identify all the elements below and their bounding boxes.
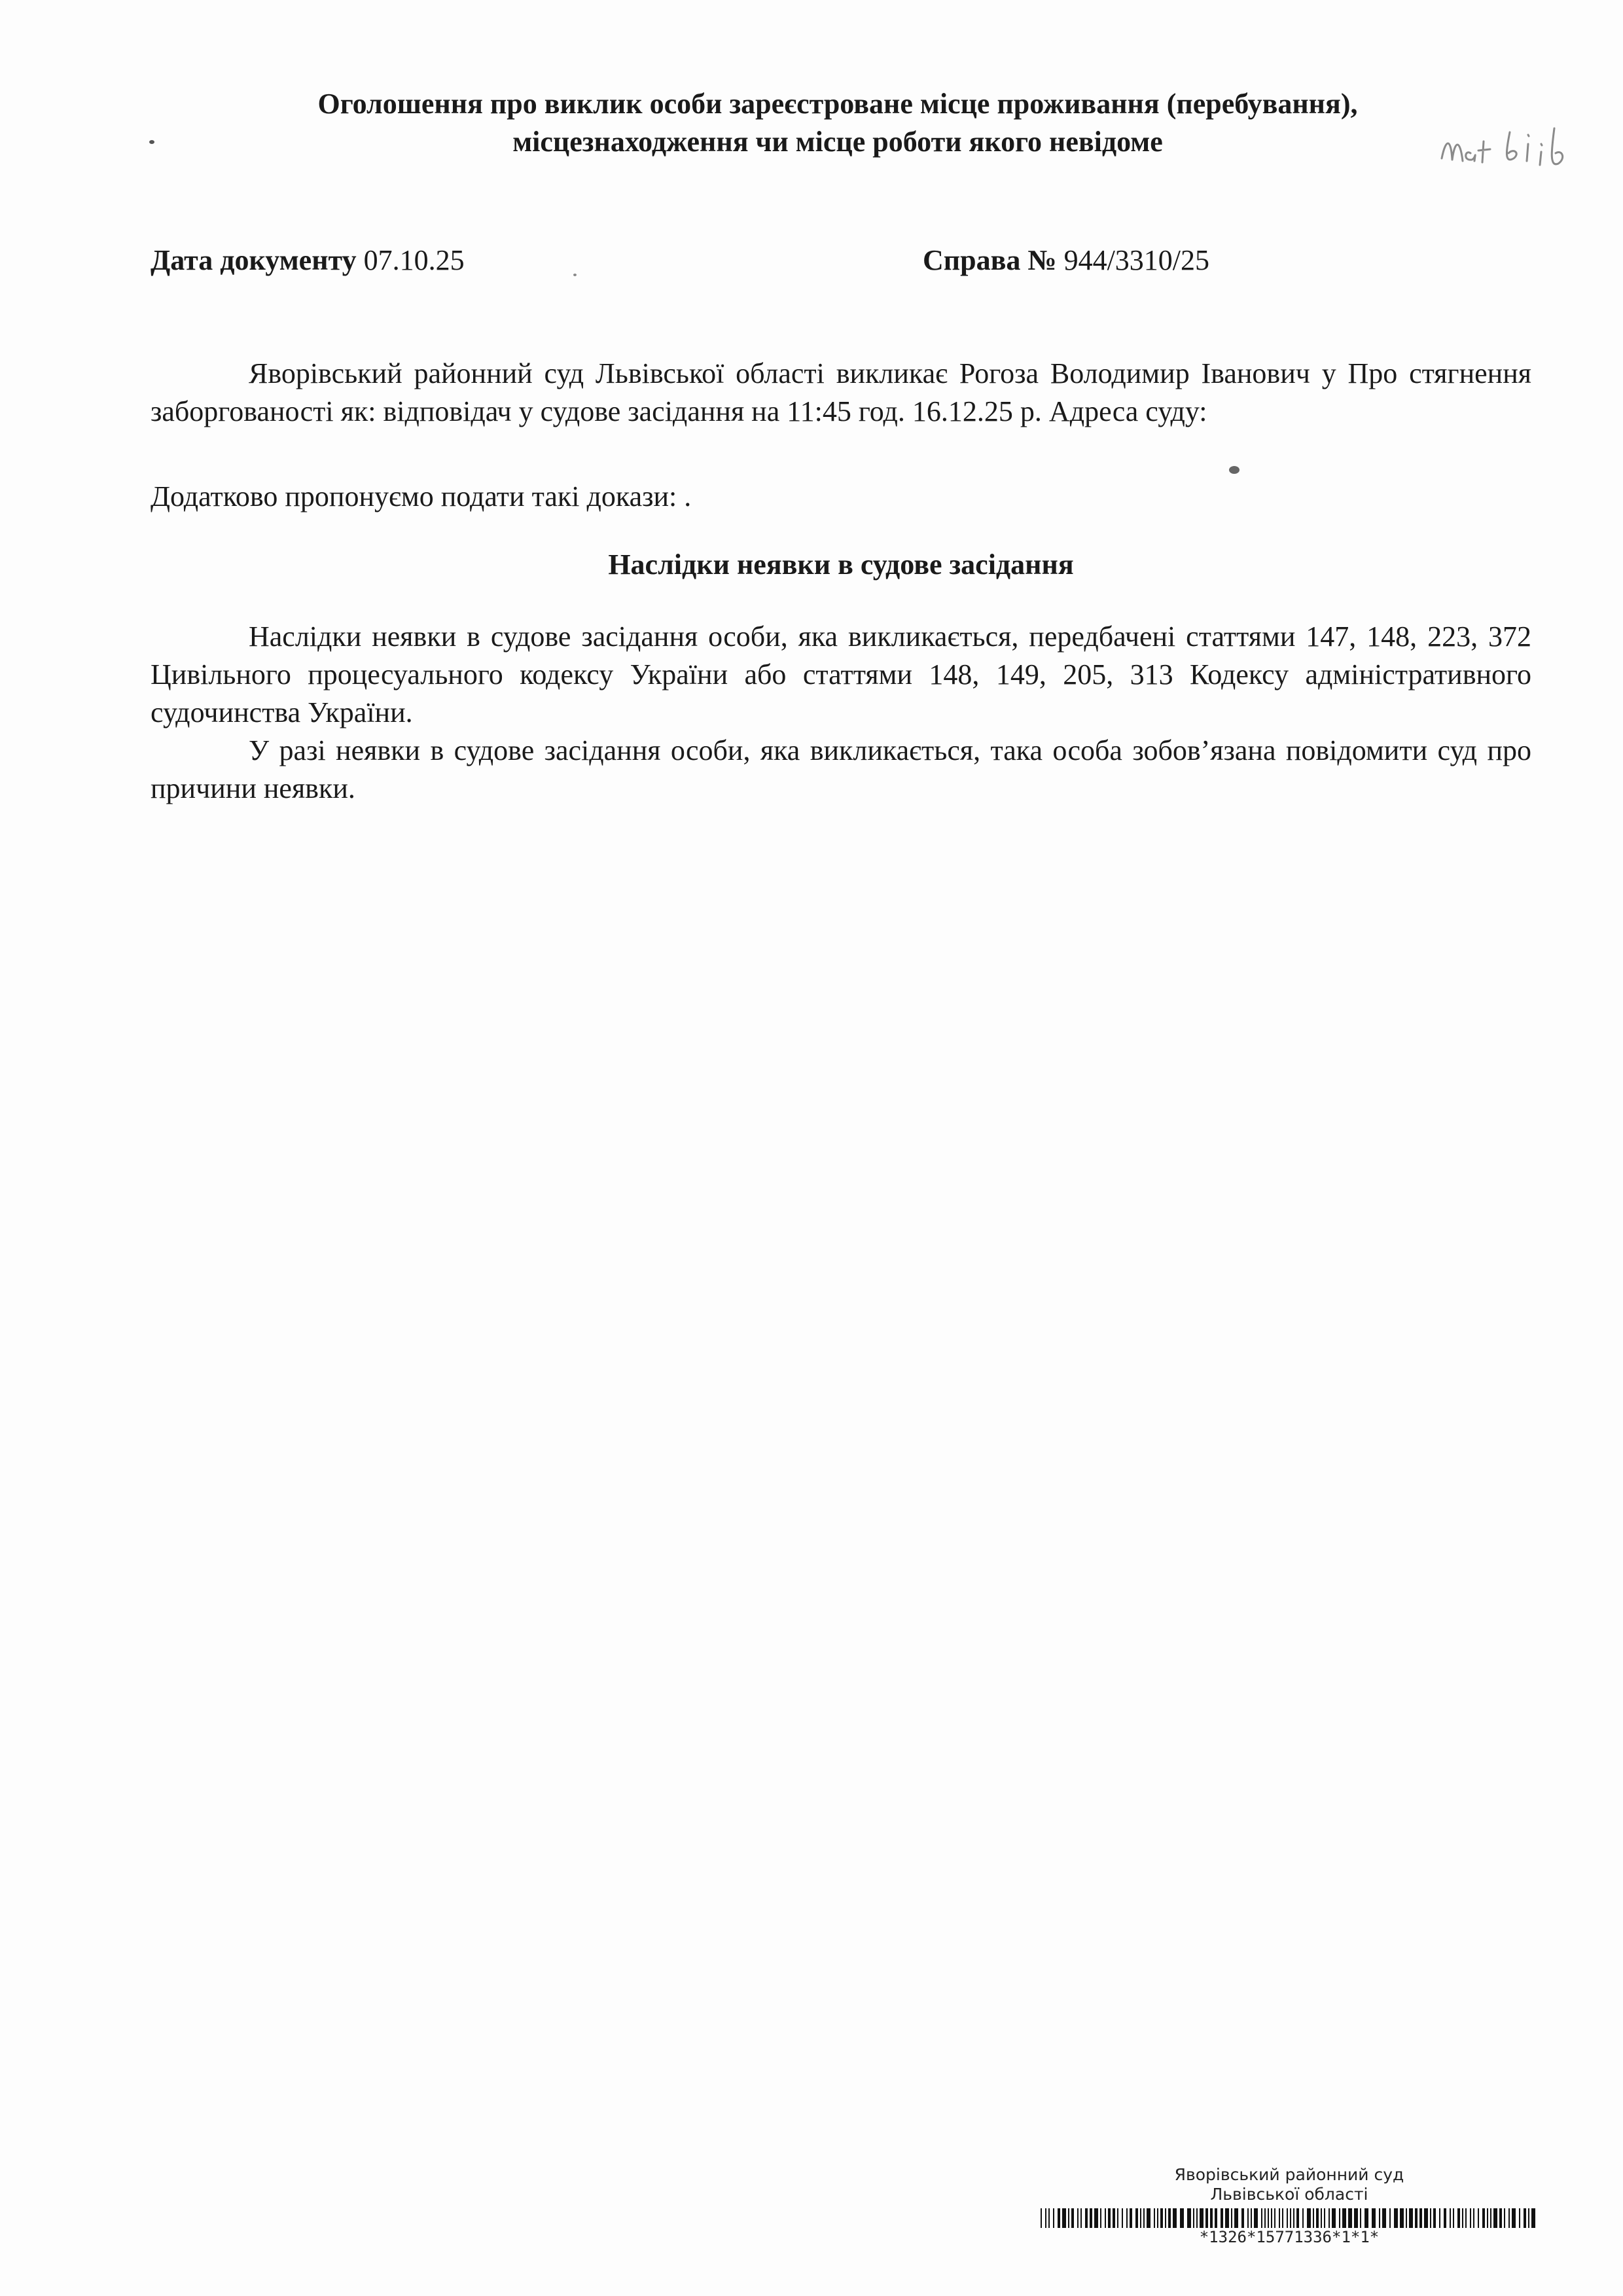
barcode-bar [1247,2208,1249,2228]
title-line-1: Оголошення про виклик особи зареєстроване місце проживання (перебування), [317,88,1358,120]
date-value: 07.10.25 [363,244,465,276]
barcode-bar [1180,2208,1184,2228]
barcode-bar [1372,2208,1376,2228]
barcode-bar [1271,2208,1272,2228]
barcode-bar [1193,2208,1194,2228]
barcode-bar [1424,2208,1428,2228]
barcode-bar [1499,2208,1502,2228]
barcode-bar [1348,2208,1352,2228]
barcode-bar [1524,2208,1526,2228]
barcode-bar [1389,2208,1391,2228]
document-title [151,85,1525,161]
barcode-bar [1470,2208,1471,2228]
barcode-bar [1254,2208,1258,2228]
date-label: Дата документу [151,244,357,276]
barcode-bar [1433,2208,1436,2228]
barcode-number: *1326*15771336*1*1* [1199,2228,1380,2246]
barcode-bar [1234,2208,1238,2228]
evidence-paragraph: Додатково пропонуємо подати такі докази: . [151,480,692,512]
barcode-bar [1290,2208,1291,2228]
barcode-bar [1482,2208,1485,2228]
barcode-bar [1490,2208,1491,2228]
scan-speck [149,140,154,144]
barcode-bar [1215,2208,1217,2228]
barcode-bar [1165,2208,1166,2228]
barcode-bar [1200,2208,1204,2228]
case-value: 944/3310/25 [1063,244,1210,276]
stamp-court-name: Яворівський районний суд [1174,2165,1404,2184]
obligation-text: У разі неявки в судове засідання особи, яка викликається, така особа зобов’язана повідомити суд про причини неявки. [151,734,1531,804]
barcode-bar [1173,2208,1177,2228]
court-stamp [1034,2165,1544,2204]
title-line-2: місцезнаходження чи місце роботи якого невідоме [512,126,1163,158]
barcode-bar [1360,2208,1361,2228]
barcode-bar [1268,2208,1269,2228]
barcode-bar [1379,2208,1380,2228]
scan-speck [1229,466,1240,474]
barcode-bar [1487,2208,1488,2228]
summons-text: Яворівський районний суд Львівської області викликає Рогоза Володимир Іванович у Про стягнення заборгованості як: відповідач у судове засідання на 11:45 год. 16.12.25 р. Адреса суду: [151,357,1531,427]
barcode-bar [1478,2208,1479,2228]
barcode-bar [1342,2208,1346,2228]
barcode-bar [1196,2208,1198,2228]
barcode-bar [1382,2208,1386,2228]
barcode-bar [1126,2208,1128,2228]
barcode-bar [1122,2208,1123,2228]
barcode-bar [1251,2208,1252,2228]
barcode [1041,2208,1538,2228]
barcode-bar [1493,2208,1497,2228]
barcode-bar [1053,2208,1054,2228]
barcode-bar [1512,2208,1516,2228]
barcode-bar [1400,2208,1404,2228]
barcode-bar [1444,2208,1446,2228]
barcode-bar [1313,2208,1314,2228]
barcode-bar [1140,2208,1141,2228]
barcode-bar [1282,2208,1283,2228]
barcode-bar [1293,2208,1294,2228]
barcode-bar [1316,2208,1319,2228]
summons-paragraph [151,355,1531,431]
barcode-bar [1143,2208,1145,2228]
barcode-bar [1409,2208,1413,2228]
barcode-bar [1329,2208,1330,2228]
barcode-bar [1160,2208,1163,2228]
barcode-bar [1154,2208,1155,2228]
barcode-bar [1528,2208,1529,2228]
barcode-bar [1231,2208,1232,2228]
barcode-bar [1462,2208,1463,2228]
barcode-bar [1321,2208,1322,2228]
barcode-bar [1241,2208,1244,2228]
barcode-bar [1473,2208,1474,2228]
barcode-bar [1261,2208,1262,2228]
barcode-bar [1058,2208,1060,2228]
barcode-bar [1225,2208,1229,2228]
barcode-bar [1302,2208,1304,2228]
barcode-bar [1210,2208,1213,2228]
document-date [151,243,465,277]
barcode-bar [1045,2208,1046,2228]
stamp-region: Львівської області [1210,2185,1368,2204]
barcode-bar [1264,2208,1266,2228]
barcode-bar [1168,2208,1171,2228]
obligation-paragraph [151,732,1531,808]
barcode-bar [1187,2208,1191,2228]
barcode-bar [1041,2208,1042,2228]
barcode-bar [1113,2208,1115,2228]
barcode-bar [1419,2208,1422,2228]
barcode-bar [1394,2208,1398,2228]
barcode-bar [1415,2208,1418,2228]
consequences-paragraph [151,618,1531,732]
handwritten-note [1436,113,1587,185]
barcode-bar [1130,2208,1132,2228]
barcode-bar [1077,2208,1079,2228]
barcode-bar [1090,2208,1092,2228]
barcode-bar [1062,2208,1066,2228]
barcode-bar [1430,2208,1431,2228]
barcode-bar [1450,2208,1451,2228]
barcode-bar [1296,2208,1299,2228]
barcode-bar [1324,2208,1325,2228]
barcode-bar [1287,2208,1288,2228]
barcode-bar [1274,2208,1275,2228]
case-number [923,243,1209,277]
barcode-bar [1205,2208,1208,2228]
consequences-heading: Наслідки неявки в судове засідання [608,548,1074,581]
barcode-bar [1080,2208,1082,2228]
barcode-bar [1100,2208,1101,2228]
barcode-bar [1453,2208,1454,2228]
barcode-bar [1108,2208,1111,2228]
barcode-bar [1279,2208,1280,2228]
barcode-bar [1068,2208,1069,2228]
barcode-bar [1439,2208,1440,2228]
barcode-bar [1531,2208,1535,2228]
barcode-bar [1085,2208,1088,2228]
barcode-bar [1339,2208,1340,2228]
consequences-text: Наслідки неявки в судове засідання особи, яка викликається, передбачені статтями 147, 148, 223, 372 Цивільного процесуального кодексу України або статтями 148, 149, 205, 313 Кодексу адміністративного судочинства України. [151,620,1531,728]
barcode-bar [1406,2208,1407,2228]
barcode-bar [1364,2208,1368,2228]
barcode-bar [1117,2208,1118,2228]
barcode-bar [1307,2208,1311,2228]
scan-speck [573,274,577,276]
barcode-bar [1504,2208,1505,2228]
barcode-bar [1147,2208,1150,2228]
barcode-bar [1221,2208,1223,2228]
case-label: Справа № [923,244,1057,276]
barcode-bar [1135,2208,1138,2228]
barcode-bar [1519,2208,1520,2228]
barcode-bar [1508,2208,1510,2228]
barcode-bar [1105,2208,1106,2228]
barcode-bar [1457,2208,1460,2228]
barcode-bar [1354,2208,1358,2228]
barcode-bar [1048,2208,1050,2228]
barcode-bar [1157,2208,1158,2228]
barcode-bar [1332,2208,1336,2228]
barcode-bar [1465,2208,1467,2228]
barcode-bar [1071,2208,1074,2228]
barcode-bar [1094,2208,1098,2228]
